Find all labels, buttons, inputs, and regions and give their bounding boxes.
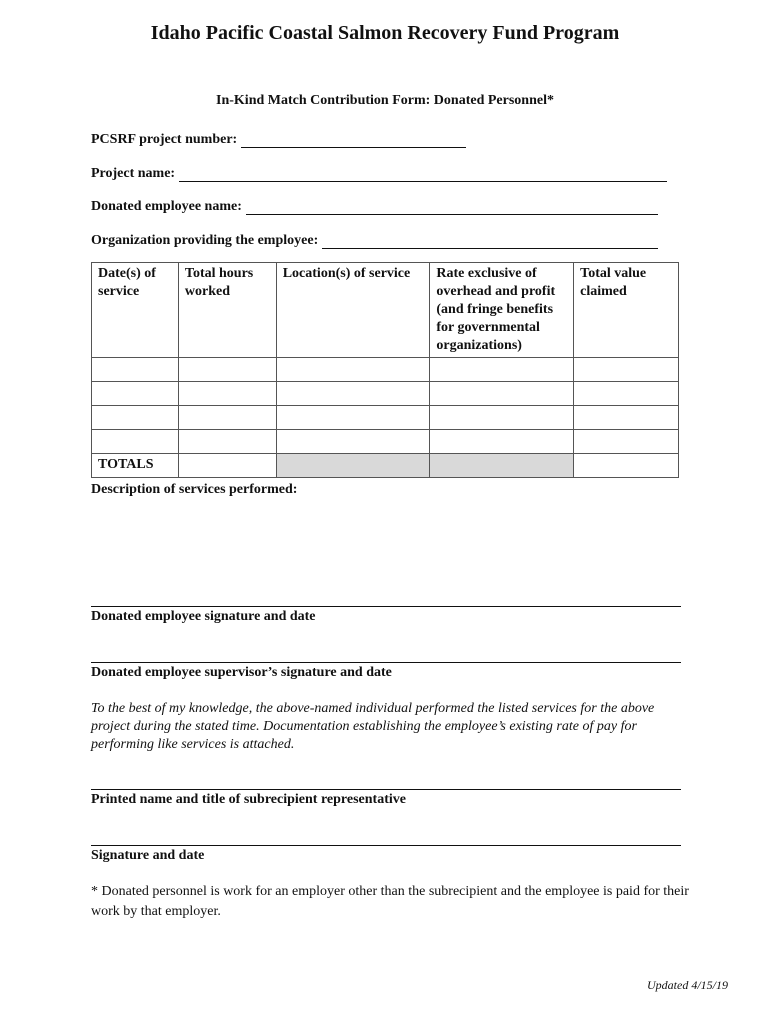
table-cell[interactable] (92, 430, 179, 454)
project-name-label: Project name: (91, 166, 176, 181)
totals-label: TOTALS (92, 454, 179, 478)
table-cell[interactable] (430, 382, 574, 406)
header-hours: Total hours worked (178, 263, 276, 358)
table-cell[interactable] (92, 358, 179, 382)
table-cell[interactable] (276, 382, 430, 406)
table-cell[interactable] (276, 406, 430, 430)
employee-name-field (91, 195, 658, 215)
header-rate: Rate exclusive of overhead and profit (and fringe benefits for governmental organizations) (430, 263, 574, 358)
certification-statement: To the best of my knowledge, the above-named individual performed the listed services for the above project during the stated time. Documentation establishing the employee’s existing rate of pay for performing like services is attached. (91, 701, 655, 752)
project-number-label: PCSRF project number: (91, 132, 238, 147)
table-cell[interactable] (178, 382, 276, 406)
table-row (92, 406, 679, 430)
organization-field (91, 229, 658, 249)
updated-date: Updated 4/15/19 (647, 978, 728, 992)
table-cell[interactable] (178, 358, 276, 382)
header-value: Total value claimed (574, 263, 679, 358)
description-label: Description of services performed: (91, 482, 298, 497)
employee-signature-label: Donated employee signature and date (91, 609, 316, 624)
printed-name-line[interactable] (91, 789, 681, 790)
table-cell[interactable] (178, 430, 276, 454)
page-title: Idaho Pacific Coastal Salmon Recovery Fund Program (150, 22, 620, 44)
signature-date-line[interactable] (91, 845, 681, 846)
table-cell[interactable] (430, 358, 574, 382)
services-table (91, 262, 679, 478)
organization-label: Organization providing the employee: (91, 233, 319, 248)
table-row (92, 358, 679, 382)
organization-input[interactable] (322, 234, 658, 249)
table-cell[interactable] (574, 430, 679, 454)
table-cell[interactable] (92, 406, 179, 430)
employee-name-label: Donated employee name: (91, 199, 242, 214)
totals-hours-cell[interactable] (178, 454, 276, 478)
employee-name-input[interactable] (246, 200, 658, 215)
header-dates: Date(s) of service (92, 263, 179, 358)
table-row (92, 382, 679, 406)
totals-shaded-cell (276, 454, 430, 478)
form-subtitle: In-Kind Match Contribution Form: Donated Personnel* (216, 93, 554, 108)
table-cell[interactable] (178, 406, 276, 430)
table-cell[interactable] (92, 382, 179, 406)
totals-value-cell[interactable] (574, 454, 679, 478)
printed-name-label: Printed name and title of subrecipient representative (91, 792, 406, 807)
totals-shaded-cell (430, 454, 574, 478)
table-cell[interactable] (574, 382, 679, 406)
header-location: Location(s) of service (276, 263, 430, 358)
table-cell[interactable] (430, 430, 574, 454)
table-cell[interactable] (276, 430, 430, 454)
table-cell[interactable] (574, 358, 679, 382)
employee-signature-line[interactable] (91, 606, 681, 607)
table-header-row (92, 263, 679, 358)
supervisor-signature-line[interactable] (91, 662, 681, 663)
project-name-field (91, 162, 667, 182)
supervisor-signature-label: Donated employee supervisor’s signature and date (91, 665, 392, 680)
table-cell[interactable] (276, 358, 430, 382)
project-number-field (91, 128, 466, 148)
project-number-input[interactable] (241, 133, 466, 148)
signature-date-label: Signature and date (91, 848, 205, 863)
table-cell[interactable] (430, 406, 574, 430)
table-row (92, 430, 679, 454)
project-name-input[interactable] (179, 167, 667, 182)
totals-row (92, 454, 679, 478)
footnote: * Donated personnel is work for an employer other than the subrecipient and the employee is paid for their work by that employer. (91, 884, 689, 919)
table-cell[interactable] (574, 406, 679, 430)
